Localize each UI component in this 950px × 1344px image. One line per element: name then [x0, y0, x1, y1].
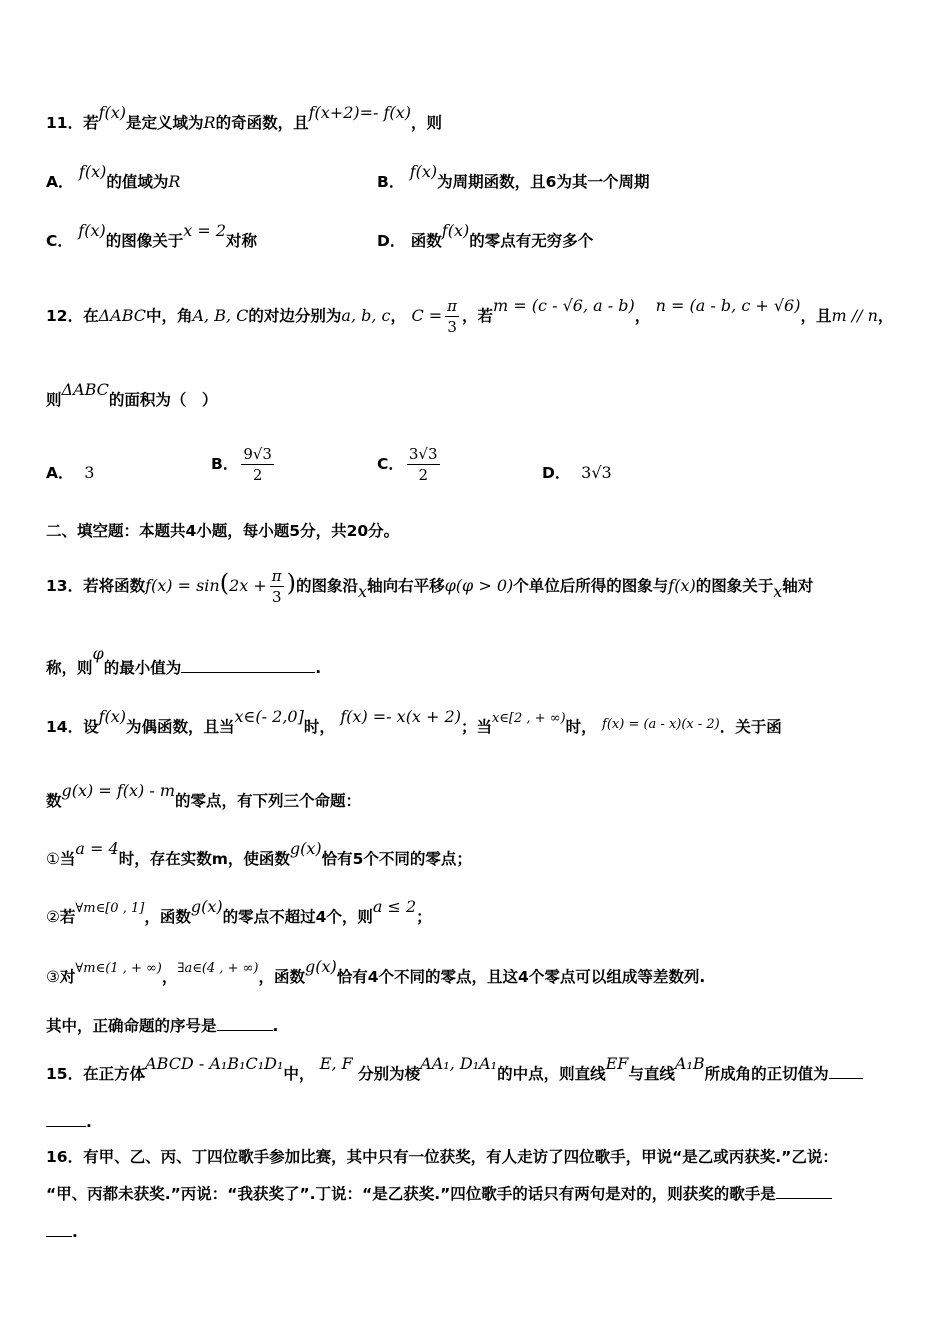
section-heading: 二、填空题：本题共4小题，每小题5分，共20分。 [46, 522, 400, 540]
q14-ask: 其中，正确命题的序号是 . [46, 1014, 278, 1037]
q14-proposition-1: ①当a = 4时，存在实数m，使函数g(x)恰有5个不同的零点； [46, 839, 472, 868]
q11-fx: f(x) [98, 103, 127, 122]
q12-option-a: A． 3 [46, 463, 95, 482]
q12-pi-over-3: $\frac{\pi}{3}$ [447, 297, 458, 336]
q11-condition: f(x+2)=- f(x) [308, 103, 411, 122]
q11-number: 11．若 [46, 114, 99, 132]
q16-stem-line3: . [46, 1220, 78, 1243]
q12-option-b: B． $\frac{9√3}{2}$ [211, 445, 272, 484]
q11-stem: 11．若f(x)是定义域为R的奇函数，且f(x+2)=- f(x)，则 [46, 103, 442, 132]
q12-stem-line2: 则ΔABC的面积为（ ） [46, 380, 218, 409]
q16-stem-line2: “甲、丙都未获奖.”丙说：“我获奖了”.丁说：“是乙获奖.”四位歌手的话只有两句是对的，则获奖的歌手是 [46, 1182, 832, 1205]
q13-number: 13．若将函数 [46, 577, 146, 595]
q12-stem: 12．在ΔABC中，角A, B, C的对边分别为a, b, c， C = $\frac{\pi}{3}$ ，若m = (c - √6, a - b)， n = (a - b, c + √6)，且m // n， [46, 296, 894, 336]
q15-answer-blank[interactable] [829, 1062, 863, 1079]
q14-proposition-2: ②若$^{\forall m\in[0 , 1]}$，函数g(x)的零点不超过4个，则a ≤ 2； [46, 897, 432, 926]
q15-number: 15．在正方体 [46, 1065, 146, 1083]
q14-stem: 14．设f(x)为偶函数，且当x∈(- 2,0]时， f(x) =- x(x + 2)；当$^{x\in[2 , + \infty)}$时， $^{f(x) = (a - x)(x - 2)}$．关于函 [46, 707, 782, 736]
q13-stem-line2: 称，则φ的最小值为 . [46, 644, 322, 677]
q12-m-vector: m = (c - √6, a - b) [493, 296, 635, 315]
q15-stem-line2: . [46, 1110, 92, 1133]
q11-option-c: C． f(x)的图像关于x = 2对称 [46, 221, 258, 250]
q11-option-d: D． 函数f(x)的零点有无穷多个 [377, 221, 594, 250]
q16-answer-blank[interactable] [776, 1182, 832, 1199]
q12-number: 12．在 [46, 307, 99, 325]
q11-option-a: A． f(x)的值域为R [46, 162, 181, 191]
q14-number: 14．设 [46, 718, 99, 736]
q15-stem: 15．在正方体ABCD - A₁B₁C₁D₁中， E, F 分别为棱AA₁, D₁A₁的中点，则直线EF与直线A₁B所成角的正切值为 [46, 1062, 863, 1085]
q13-answer-blank[interactable] [181, 656, 315, 673]
q14-proposition-3: ③对$^{\forall m\in(1 , + \infty)}$，$^{\exists a\in(4 , + \infty)}$，函数g(x)恰有4个不同的零点，且这4个零点可以组成等差数列. [46, 957, 706, 986]
q11-option-b: B． f(x)为周期函数，且6为其一个周期 [377, 162, 650, 191]
q13-stem: 13．若将函数f(x) = sin(2x + $\frac{\pi}{3}$ )的图象沿x轴向右平移φ(φ > 0)个单位后所得的图象与f(x)的图象关于x轴对 [46, 567, 814, 606]
q14-answer-blank[interactable] [217, 1014, 273, 1031]
q14-stem-line2: 数g(x) = f(x) - m的零点，有下列三个命题： [46, 781, 362, 810]
q12-option-c: C． $\frac{3√3}{2}$ [377, 445, 438, 484]
q12-n-vector: n = (a - b, c + √6) [655, 296, 801, 315]
q16-stem: 16．有甲、乙、丙、丁四位歌手参加比赛，其中只有一位获奖，有人走访了四位歌手，甲说“是乙或丙获奖.”乙说： [46, 1148, 838, 1166]
q12-option-d: D． 3√3 [542, 463, 612, 482]
